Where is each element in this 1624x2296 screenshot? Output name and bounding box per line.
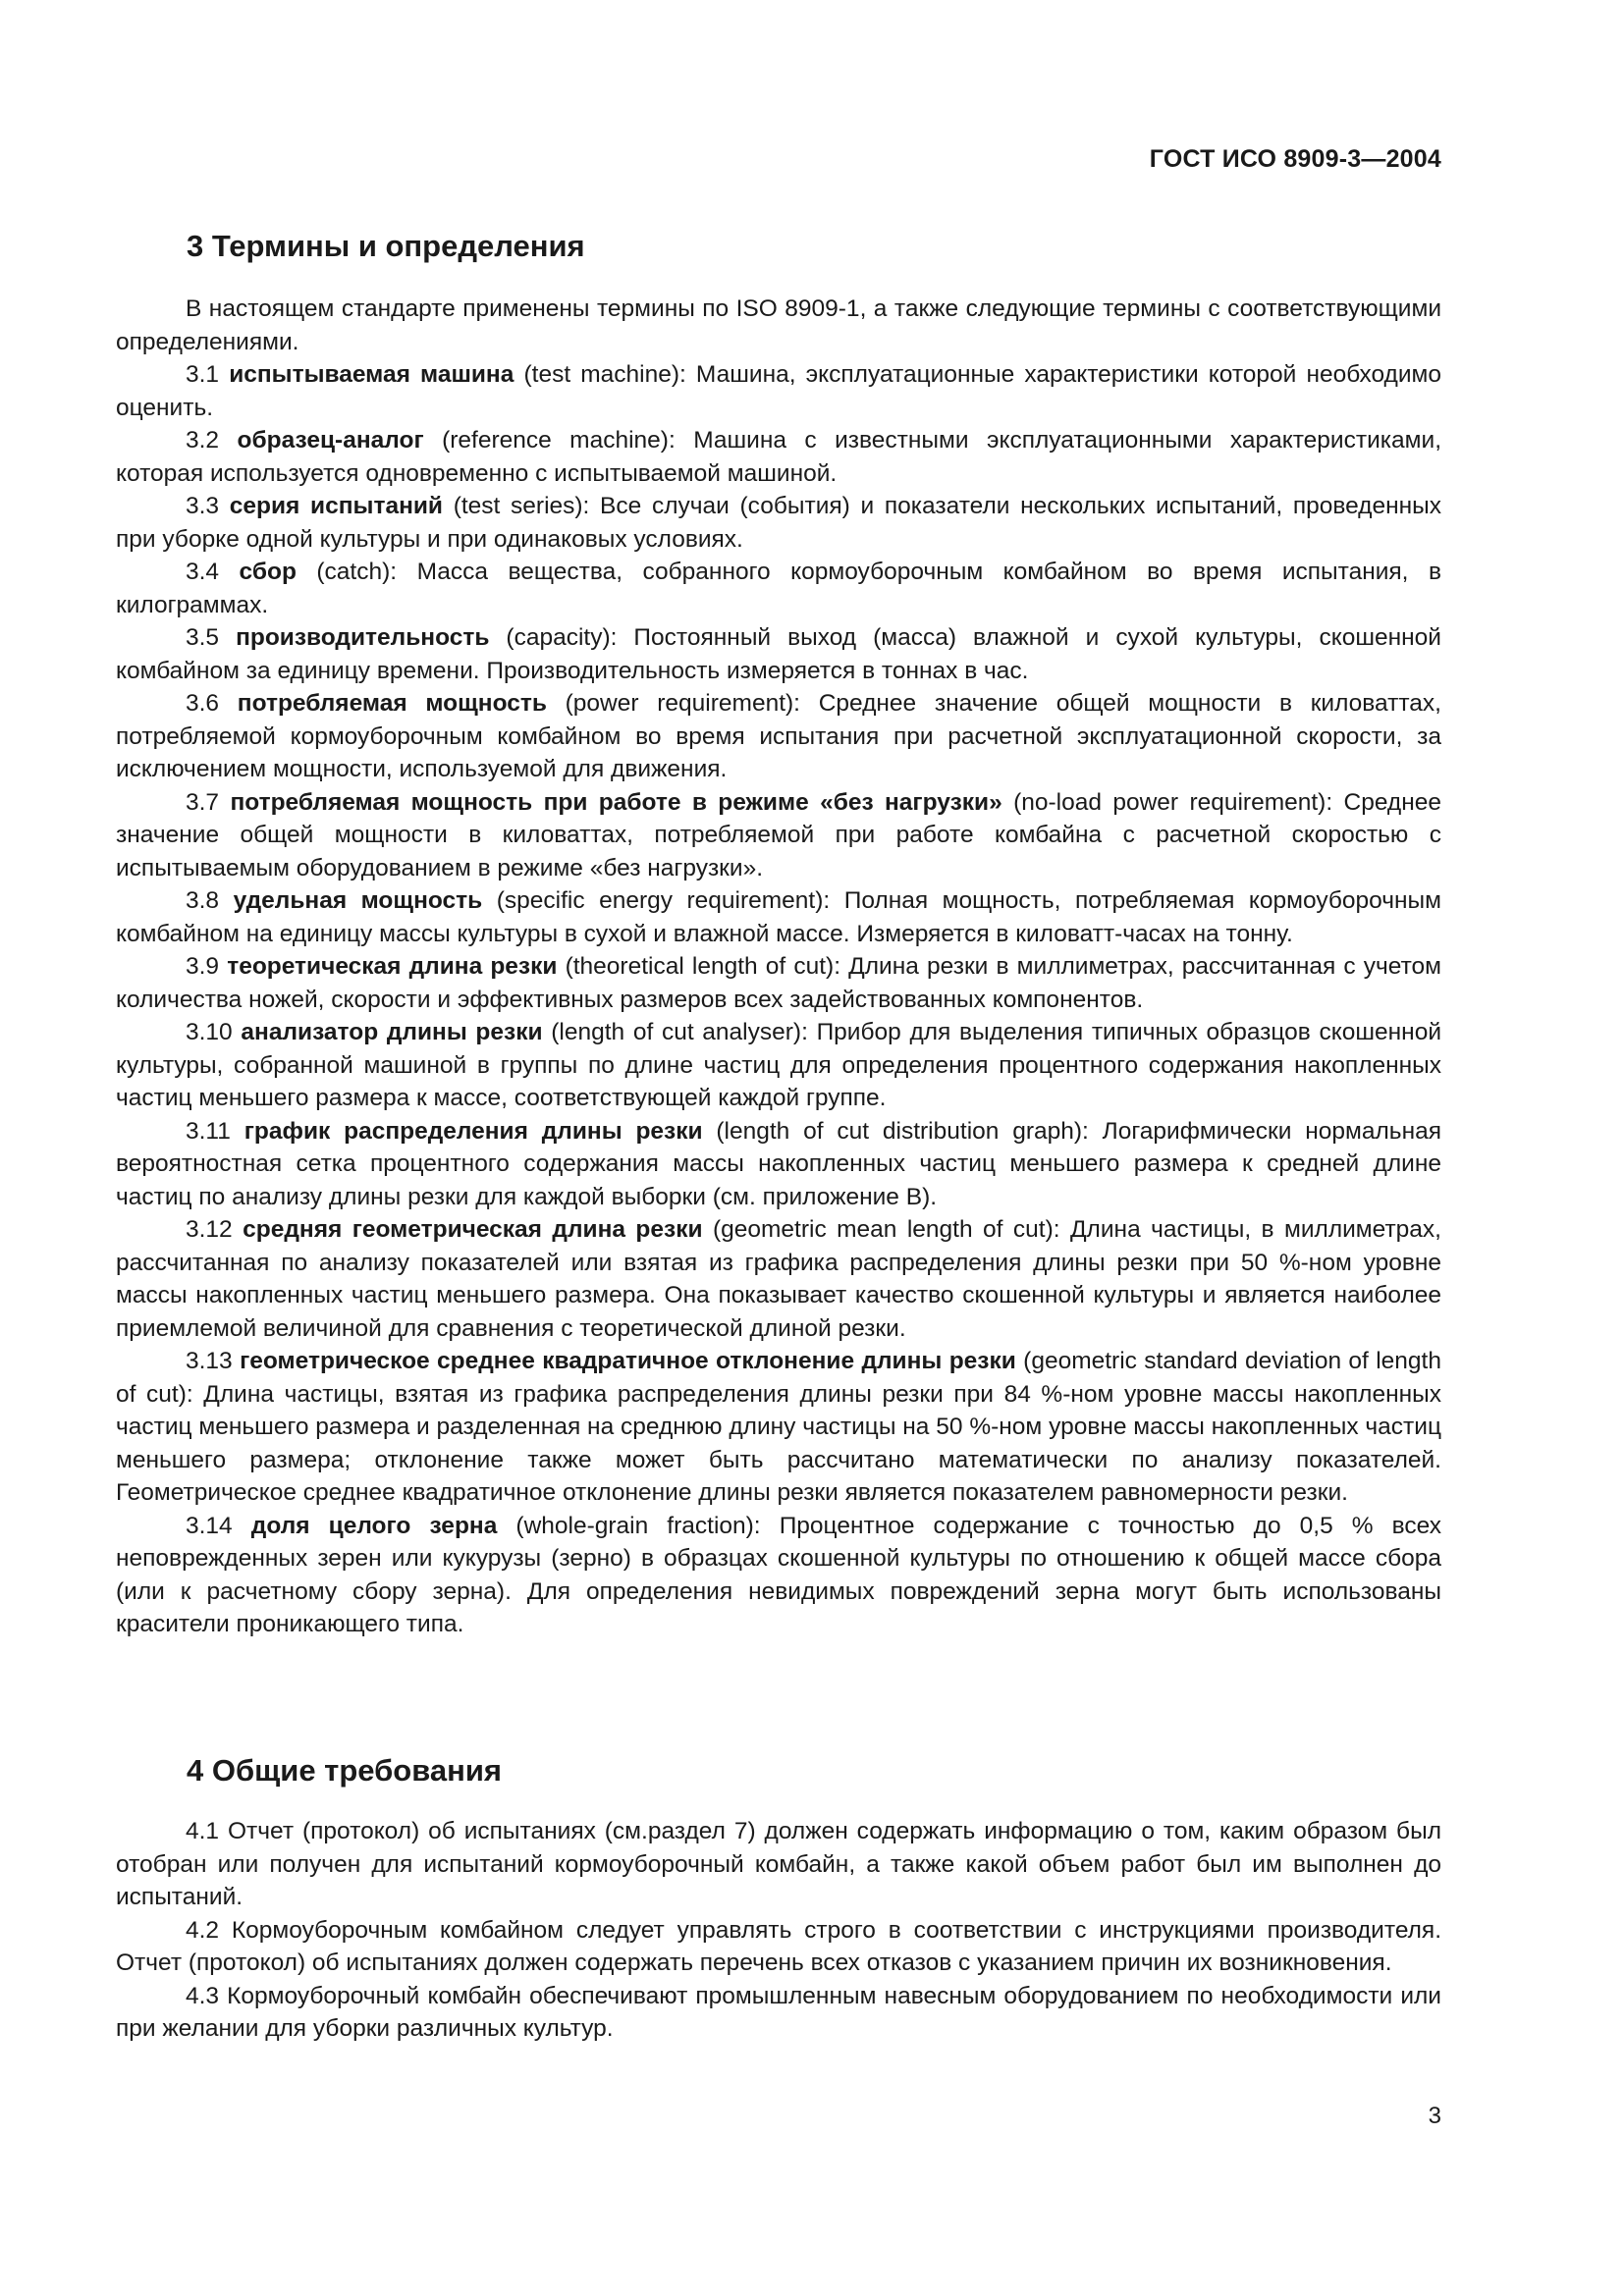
term-definition: (length of cut distribution graph): Логарифмически нормальная вероятностная сетка процентного содержания массы накопленных частиц меньшего размера к средней длине частиц по анализу длины резки для каждой выборки (см. приложение В). xyxy=(116,1117,1441,1210)
term-name: средняя геометрическая длина резки xyxy=(243,1216,703,1243)
term-3-10 xyxy=(116,1016,1441,1115)
term-3-7 xyxy=(116,786,1441,885)
term-3-14 xyxy=(116,1510,1441,1641)
term-number: 3.2 xyxy=(186,427,220,454)
term-3-11 xyxy=(116,1115,1441,1214)
term-3-13 xyxy=(116,1345,1441,1510)
term-name: геометрическое среднее квадратичное отклонение длины резки xyxy=(240,1348,1016,1374)
term-number: 3.3 xyxy=(186,493,220,519)
term-name: график распределения длины резки xyxy=(244,1117,703,1145)
term-definition: (capacity): Постоянный выход (масса) влажной и сухой культуры, скошенной комбайном за единицу времени. Производительность измеряется в тоннах в час. xyxy=(116,624,1441,684)
term-3-6 xyxy=(116,687,1441,786)
term-number: 3.1 xyxy=(186,361,220,388)
term-number: 3.12 xyxy=(186,1216,233,1243)
term-number: 3.4 xyxy=(186,559,220,585)
term-definition: (geometric standard deviation of length of cut): Длина частицы, взятая из графика распределения длины резки при 84 %-ном уровне массы накопленных частиц меньшего размера и разделенная на среднюю длину частицы на 50 %-ном уровне массы накопленных частиц меньшего размера; отклонение также может быть рассчитано математически по анализу показателей. Геометрическое среднее квадратичное отклонение длины резки является показателем равномерности резки. xyxy=(116,1348,1441,1506)
term-3-9 xyxy=(116,950,1441,1016)
section-4-body xyxy=(116,1815,1441,2046)
term-name: образец-аналог xyxy=(237,427,424,454)
term-definition: (test machine): Машина, эксплуатационные характеристики которой необходимо оценить. xyxy=(116,361,1441,421)
term-definition: (length of cut analyser): Прибор для выделения типичных образцов скошенной культуры, собранной машиной в группы по длине частиц для определения процентного содержания накопленных частиц меньшего размера к массе, соответствующей каждой группе. xyxy=(116,1019,1442,1111)
term-definition: (whole-grain fraction): Процентное содержание с точностью до 0,5 % всех неповрежденных зерен или кукурузы (зерно) в образцах скошенной культуры по отношению к общей массе сбора (или к расчетному сбору зерна). Для определения невидимых повреждений зерна могут быть использованы красители проникающего типа. xyxy=(116,1512,1441,1637)
term-name: удельная мощность xyxy=(233,887,483,914)
term-definition: (catch): Масса вещества, собранного кормоуборочным комбайном во время испытания, в килограммах. xyxy=(116,559,1441,618)
term-name: испытываемая машина xyxy=(229,361,514,388)
term-definition: (test series): Все случаи (события) и показатели нескольких испытаний, проведенных при уборке одной культуры и при одинаковых условиях. xyxy=(116,493,1442,553)
term-3-1 xyxy=(116,358,1441,424)
section-3-title: 3 Термины и определения xyxy=(187,229,585,263)
term-name: производительность xyxy=(236,624,490,651)
document-code: ГОСТ ИСО 8909-3—2004 xyxy=(1149,145,1441,173)
term-definition: (no-load power requirement): Среднее значение общей мощности в киловаттах, потребляемой при работе комбайна с расчетной скоростью с испытываемым оборудованием в режиме «без нагрузки». xyxy=(116,788,1441,881)
term-name: теоретическая длина резки xyxy=(227,953,558,980)
term-number: 3.5 xyxy=(186,624,220,651)
term-3-5 xyxy=(116,621,1441,687)
clause-4-3: 4.3 Кормоуборочный комбайн обеспечивают промышленным навесным оборудованием по необходимости или при желании для уборки различных культур. xyxy=(116,1982,1441,2042)
term-name: анализатор длины резки xyxy=(241,1019,543,1045)
term-number: 3.6 xyxy=(186,690,220,717)
term-definition: (reference machine): Машина с известными эксплуатационными характеристиками, которая используется одновременно с испытываемой машиной. xyxy=(116,427,1441,487)
term-definition: (power requirement): Среднее значение общей мощности в киловаттах, потребляемой кормоуборочным комбайном во время испытания при расчетной эксплуатационной скорости, за исключением мощности, используемой для движения. xyxy=(116,690,1441,782)
term-name: потребляемая мощность xyxy=(237,690,547,717)
term-number: 3.11 xyxy=(186,1117,231,1145)
term-number: 3.14 xyxy=(186,1512,233,1539)
term-number: 3.13 xyxy=(186,1348,233,1374)
term-definition: (theoretical length of cut): Длина резки в миллиметрах, рассчитанная с учетом количества ножей, скорости и эффективных размеров всех задействованных компонентов. xyxy=(116,953,1442,1013)
term-definition: (geometric mean length of cut): Длина частицы, в миллиметрах, рассчитанная по анализу показателей или взятая из графика распределения длины резки при 50 %-ном уровне массы накопленных частиц меньшего размера. Она показывает качество скошенной культуры и является наиболее приемлемой величиной для сравнения с теоретической длиной резки. xyxy=(116,1216,1441,1342)
term-3-12 xyxy=(116,1213,1441,1345)
term-number: 3.8 xyxy=(186,887,220,914)
clause-4-2: 4.2 Кормоуборочным комбайном следует управлять строго в соответствии с инструкциями производителя. Отчет (протокол) об испытаниях должен содержать перечень всех отказов с указанием причин их возникновения. xyxy=(116,1916,1441,1976)
clause-4-1: 4.1 Отчет (протокол) об испытаниях (см.раздел 7) должен содержать информацию о том, каким образом был отобран или получен для испытаний кормоуборочный комбайн, а также какой объем работ был им выполнен до испытаний. xyxy=(116,1818,1441,1910)
section-4-title: 4 Общие требования xyxy=(187,1753,502,1788)
term-number: 3.7 xyxy=(186,788,220,816)
page-number: 3 xyxy=(1428,2103,1441,2129)
term-name: сбор xyxy=(239,559,297,585)
term-3-3 xyxy=(116,490,1441,556)
term-3-4 xyxy=(116,556,1441,621)
term-name: потребляемая мощность при работе в режиме «без нагрузки» xyxy=(230,788,1002,816)
term-name: доля целого зерна xyxy=(250,1512,498,1539)
term-3-2 xyxy=(116,424,1441,490)
term-definition: (specific energy requirement): Полная мощность, потребляемая кормоуборочным комбайном на единицу массы культуры в сухой и влажной массе. Измеряется в киловатт-часах на тонну. xyxy=(116,887,1441,947)
term-3-8 xyxy=(116,884,1441,950)
section-3-intro: В настоящем стандарте применены термины по ISO 8909-1, а также следующие термины с соответствующими определениями. xyxy=(116,295,1441,355)
section-3-body xyxy=(116,293,1441,1641)
term-number: 3.10 xyxy=(186,1019,233,1045)
term-name: серия испытаний xyxy=(229,493,443,519)
term-number: 3.9 xyxy=(186,953,220,980)
